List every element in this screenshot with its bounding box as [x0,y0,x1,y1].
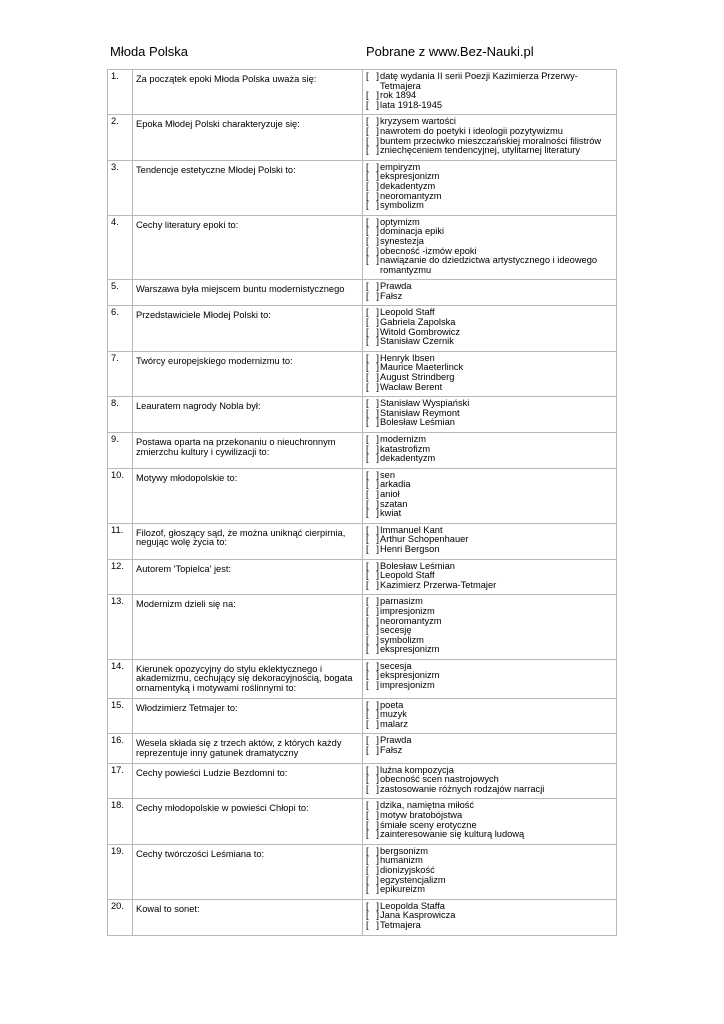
answer-checkbox[interactable]: [ ] [366,810,379,820]
answer-option-label: obecność scen nastrojowych [380,774,499,785]
answer-option[interactable] [366,101,615,111]
answer-option-label: Stanisław Wyspiański [380,398,470,409]
answer-checkbox[interactable]: [ ] [366,125,379,136]
answer-option-label: szatan [380,498,408,509]
answer-option-label: Fałsz [380,745,403,756]
question-number: 14. [108,659,133,698]
answer-option-label: Arthur Schopenhauer [380,534,469,545]
answer-option[interactable] [366,480,615,490]
answer-option[interactable] [366,885,615,895]
answer-option-label: synestezja [380,235,424,246]
answer-options [363,659,617,698]
answer-option[interactable] [366,418,615,428]
answer-option[interactable] [366,454,615,464]
answer-option-label: humanizm [380,855,423,866]
answer-options [363,115,617,160]
question-number: 15. [108,698,133,734]
answer-checkbox[interactable]: [ ] [366,443,379,454]
answer-option-label: kryzysem wartości [380,116,456,127]
question-row [108,523,617,559]
answer-option-label: egzystencjalizm [380,874,446,885]
question-row [108,899,617,935]
question-text: Motywy młodopolskie to: [133,468,363,523]
answer-checkbox[interactable]: [ ] [366,307,379,318]
answer-checkbox[interactable]: [ ] [366,488,379,499]
question-text: Wesela składa się z trzech aktów, z których każdy reprezentuje inny gatunek dramatyczny [133,734,363,763]
question-row [108,595,617,660]
answer-option[interactable] [366,681,615,691]
question-row [108,559,617,595]
answer-option-label: śmiałe sceny erotyczne [380,819,477,830]
answer-option-label: Tetmajera [380,919,421,930]
question-row [108,160,617,215]
answer-checkbox[interactable]: [ ] [366,845,379,856]
question-row [108,844,617,899]
answer-option-label: dominacja epiki [380,226,445,237]
answer-option-label: modernizm [380,434,426,444]
answer-checkbox[interactable]: [ ] [366,398,379,409]
quiz-table [107,69,617,936]
answer-option-label: kwiat [380,508,402,519]
answer-checkbox[interactable]: [ ] [366,417,379,428]
question-text: Kierunek opozycyjny do stylu eklektycznego i akademizmu, cechujący się dekoracyjnością, bogata ornamentyką i motywami roślinnymi to: [133,659,363,698]
answer-option-label: ekspresjonizm [380,644,440,655]
answer-checkbox[interactable]: [ ] [366,498,379,509]
answer-option-label: Bolesław Leśmian [380,417,455,428]
answer-option-label: dzika, namiętna miłość [380,800,475,811]
question-text: Cechy literatury epoki to: [133,215,363,280]
answer-option-label: ekspresjonizm [380,670,440,681]
question-number: 3. [108,160,133,215]
answer-checkbox[interactable]: [ ] [366,560,379,571]
question-row [108,799,617,844]
answer-option-label: dionizyjskość [380,864,435,875]
answer-option-label: poeta [380,699,404,710]
answer-option-label: dekadentyzm [380,453,436,464]
answer-checkbox[interactable]: [ ] [366,874,379,885]
answer-option-label: Immanuel Kant [380,524,443,535]
question-number: 4. [108,215,133,280]
question-row [108,280,617,306]
question-text: Przedstawiciele Młodej Polski to: [133,306,363,351]
answer-checkbox[interactable]: [ ] [366,900,379,911]
answer-options [363,899,617,935]
answer-checkbox[interactable]: [ ] [366,407,379,418]
answer-options [363,306,617,351]
question-row [108,468,617,523]
answer-option-label: neoromantyzm [380,615,442,626]
answer-options [363,351,617,396]
answer-option-label: symbolizm [380,634,424,645]
question-text: Włodzimierz Tetmajer to: [133,698,363,734]
answer-option-label: Leopold Staff [380,570,435,581]
question-row [108,433,617,469]
question-number: 16. [108,734,133,763]
answer-checkbox[interactable]: [ ] [366,774,379,785]
answer-option[interactable] [366,746,615,756]
answer-option[interactable] [366,581,615,591]
answer-option-label: Stanisław Reymont [380,407,460,418]
question-text: Cechy twórczości Leśmiana to: [133,844,363,899]
answer-checkbox[interactable]: [ ] [366,819,379,830]
answer-options [363,433,617,469]
answer-option[interactable] [366,256,615,275]
answer-option-label: muzyk [380,709,407,720]
answer-checkbox[interactable]: [ ] [366,625,379,636]
question-number: 7. [108,351,133,396]
document-title: Młoda Polska [110,44,189,59]
answer-checkbox[interactable]: [ ] [366,135,379,146]
answer-checkbox[interactable]: [ ] [366,543,379,554]
question-row [108,215,617,280]
answer-option-label: zastosowanie różnych rodzajów narracji [380,783,545,794]
answer-options [363,844,617,899]
answer-option-label: motyw bratobójstwa [380,810,463,820]
question-row [108,351,617,396]
answer-options [363,799,617,844]
answer-option-label: Bolesław Leśmian [380,560,455,571]
answer-options [363,468,617,523]
question-row [108,698,617,734]
question-text: Za początek epoki Młoda Polska uważa się: [133,70,363,115]
question-text: Postawa oparta na przekonaniu o nieuchronnym zmierzchu kultury i cywilizacji to: [133,433,363,469]
answer-checkbox[interactable]: [ ] [366,336,379,347]
answer-option[interactable] [366,830,615,840]
answer-checkbox[interactable]: [ ] [366,570,379,581]
answer-option[interactable] [366,545,615,555]
answer-checkbox[interactable]: [ ] [366,579,379,590]
question-number: 12. [108,559,133,595]
answer-option[interactable] [366,500,615,510]
answer-checkbox[interactable]: [ ] [366,90,379,101]
answer-option-label: Gabriela Zapolska [380,317,456,328]
answer-checkbox[interactable]: [ ] [366,281,379,292]
answer-option-label: Prawda [380,735,412,746]
answer-options [363,397,617,433]
answer-checkbox[interactable]: [ ] [366,381,379,392]
answer-option[interactable] [366,509,615,519]
question-text: Warszawa była miejscem buntu modernistycznego [133,280,363,306]
answer-checkbox[interactable]: [ ] [366,718,379,729]
answer-option-label: Leopolda Staffa [380,900,445,911]
answer-checkbox[interactable]: [ ] [366,680,379,691]
question-text: Filozof, głoszący sąd, że można uniknąć cierpirnia, negując wolę życia to: [133,523,363,559]
answer-option[interactable] [366,292,615,302]
question-text: Cechy powieści Ludzie Bezdomni to: [133,763,363,799]
answer-option-label: rok 1894 [380,90,417,101]
answer-checkbox[interactable]: [ ] [366,910,379,921]
answer-checkbox[interactable]: [ ] [366,352,379,363]
question-row [108,115,617,160]
answer-checkbox[interactable]: [ ] [366,245,379,256]
answer-option[interactable] [366,72,615,91]
answer-checkbox[interactable]: [ ] [366,864,379,875]
answer-checkbox[interactable]: [ ] [366,171,379,182]
answer-option-label: Fałsz [380,290,403,301]
answer-option-label: parnasizm [380,596,423,607]
answer-checkbox[interactable]: [ ] [366,200,379,211]
question-row [108,70,617,115]
answer-checkbox[interactable]: [ ] [366,362,379,373]
answer-options [363,698,617,734]
answer-option[interactable] [366,282,615,292]
answer-checkbox[interactable]: [ ] [366,670,379,681]
answer-checkbox[interactable]: [ ] [366,605,379,616]
answer-checkbox[interactable]: [ ] [366,699,379,710]
answer-checkbox[interactable]: [ ] [366,660,379,671]
answer-checkbox[interactable]: [ ] [366,745,379,756]
answer-option-label: Maurice Maeterlinck [380,362,464,373]
answer-option-label: obecność -izmów epoki [380,245,477,256]
answer-checkbox[interactable]: [ ] [366,216,379,227]
answer-option-label: malarz [380,718,408,729]
answer-options [363,70,617,115]
answer-option-label: Prawda [380,281,412,292]
answer-option[interactable] [366,921,615,931]
answer-option[interactable] [366,736,615,746]
answer-option-label: optymizm [380,216,420,227]
answer-checkbox[interactable]: [ ] [366,709,379,720]
answer-checkbox[interactable]: [ ] [366,508,379,519]
answer-checkbox[interactable]: [ ] [366,884,379,895]
answer-checkbox[interactable]: [ ] [366,99,379,110]
answer-option-label: bergsonizm [380,845,429,856]
answer-options [363,763,617,799]
answer-options [363,280,617,306]
question-number: 17. [108,763,133,799]
answer-checkbox[interactable]: [ ] [366,783,379,794]
answer-checkbox[interactable]: [ ] [366,190,379,201]
answer-option-label: Leopold Staff [380,307,435,318]
answer-checkbox[interactable]: [ ] [366,644,379,655]
answer-option[interactable] [366,383,615,393]
answer-option[interactable] [366,146,615,156]
question-number: 11. [108,523,133,559]
answer-checkbox[interactable]: [ ] [366,800,379,811]
answer-checkbox[interactable]: [ ] [366,596,379,607]
answer-option[interactable] [366,785,615,795]
answer-option-label: nawrotem do poetyki i ideologii pozytywizmu [380,125,563,136]
answer-option-label: Stanisław Czernik [380,336,454,347]
answer-checkbox[interactable]: [ ] [366,255,379,266]
answer-option[interactable] [366,645,615,655]
answer-options [363,734,617,763]
answer-option-label: Wacław Berent [380,381,443,392]
question-number: 10. [108,468,133,523]
answer-checkbox[interactable]: [ ] [366,161,379,172]
answer-option-label: zainteresowanie się kulturą ludową [380,829,525,840]
answer-option-label: Kazimierz Przerwa-Tetmajer [380,579,497,590]
answer-options [363,523,617,559]
answer-option-label: zniechęceniem tendencyjnej, utylitarnej literatury [380,145,580,156]
answer-checkbox[interactable]: [ ] [366,634,379,645]
answer-option-label: impresjonizm [380,680,435,691]
answer-checkbox[interactable]: [ ] [366,764,379,775]
answer-option-label: buntem przeciwko mieszczańskiej moralności filistrów [380,135,602,146]
answer-checkbox[interactable]: [ ] [366,116,379,127]
answer-option-label: anioł [380,488,400,499]
answer-option-label: Henryk Ibsen [380,352,435,363]
answer-checkbox[interactable]: [ ] [366,453,379,464]
answer-checkbox[interactable]: [ ] [366,326,379,337]
question-row [108,306,617,351]
answer-checkbox[interactable]: [ ] [366,524,379,535]
answer-checkbox[interactable]: [ ] [366,919,379,930]
question-number: 20. [108,899,133,935]
answer-checkbox[interactable]: [ ] [366,615,379,626]
answer-checkbox[interactable]: [ ] [366,479,379,490]
question-number: 19. [108,844,133,899]
answer-option-label: arkadia [380,479,411,490]
question-text: Twórcy europejskiego modernizmu to: [133,351,363,396]
question-row [108,763,617,799]
page-header [110,44,618,64]
question-text: Autorem 'Topielca' jest: [133,559,363,595]
answer-option-label: Henri Bergson [380,543,440,554]
question-row [108,659,617,698]
question-text: Epoka Młodej Polski charakteryzuje się: [133,115,363,160]
answer-option-label: symbolizm [380,200,424,211]
question-text: Cechy młodopolskie w powieści Chłopi to: [133,799,363,844]
answer-option-label: lata 1918-1945 [380,99,443,110]
question-number: 6. [108,306,133,351]
question-text: Modernizm dzieli się na: [133,595,363,660]
answer-options [363,160,617,215]
question-number: 9. [108,433,133,469]
answer-checkbox[interactable]: [ ] [366,226,379,237]
answer-checkbox[interactable]: [ ] [366,735,379,746]
document-source: Pobrane z www.Bez-Nauki.pl [366,44,534,59]
answer-option-label: ekspresjonizm [380,171,440,182]
answer-option-label: secesję [380,625,412,636]
answer-checkbox[interactable]: [ ] [366,290,379,301]
answer-option-label: neoromantyzm [380,190,442,201]
question-row [108,397,617,433]
answer-option-label: Jana Kasprowicza [380,910,456,921]
answer-checkbox[interactable]: [ ] [366,855,379,866]
answer-option-label: August Strindberg [380,372,455,383]
answer-option-label: sen [380,469,395,480]
answer-option[interactable] [366,337,615,347]
answer-checkbox[interactable]: [ ] [366,145,379,156]
question-number: 8. [108,397,133,433]
answer-checkbox[interactable]: [ ] [366,71,379,81]
question-text: Tendencje estetyczne Młodej Polski to: [133,160,363,215]
answer-option-label: empiryzm [380,161,421,172]
answer-option-label: datę wydania II serii Poezji Kazimierza Przerwy-Tetmajera [380,71,578,91]
answer-checkbox[interactable]: [ ] [366,434,379,444]
question-number: 13. [108,595,133,660]
answer-checkbox[interactable]: [ ] [366,829,379,840]
answer-option-label: luźna kompozycja [380,764,454,775]
answer-option-label: nawiązanie do dziedzictwa artystycznego i ideowego romantyzmu [380,255,598,275]
answer-option-label: secesja [380,660,412,671]
quiz-body [108,70,617,936]
answer-checkbox[interactable]: [ ] [366,534,379,545]
question-number: 5. [108,280,133,306]
answer-options [363,559,617,595]
question-number: 18. [108,799,133,844]
answer-option[interactable] [366,720,615,730]
question-text: Leauratem nagrody Nobla był: [133,397,363,433]
answer-checkbox[interactable]: [ ] [366,317,379,328]
answer-checkbox[interactable]: [ ] [366,180,379,191]
answer-checkbox[interactable]: [ ] [366,469,379,480]
answer-options [363,595,617,660]
question-number: 2. [108,115,133,160]
question-text: Kowal to sonet: [133,899,363,935]
answer-checkbox[interactable]: [ ] [366,235,379,246]
answer-option-label: epikureizm [380,884,425,895]
answer-option-label: dekadentyzm [380,180,436,191]
question-row [108,734,617,763]
question-number: 1. [108,70,133,115]
answer-option-label: impresjonizm [380,605,435,616]
answer-options [363,215,617,280]
answer-option[interactable] [366,201,615,211]
answer-option-label: katastrofizm [380,443,431,454]
answer-option-label: Witold Gombrowicz [380,326,461,337]
answer-checkbox[interactable]: [ ] [366,372,379,383]
